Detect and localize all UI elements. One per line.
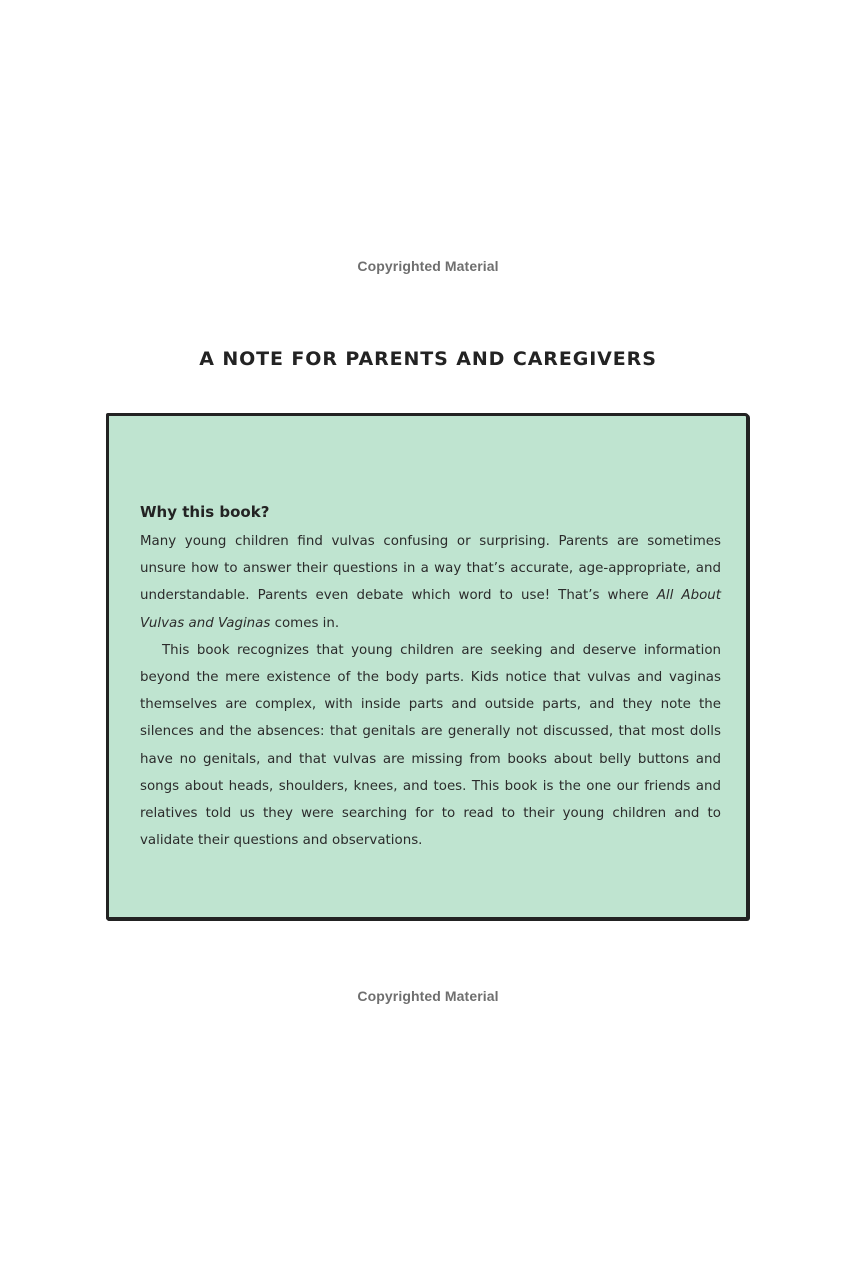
book-title: All About Vulvas and Vaginas — [140, 588, 722, 631]
section-heading: Why this book? — [140, 503, 270, 521]
page-title: A NOTE FOR PARENTS AND CAREGIVERS — [199, 347, 657, 370]
paragraph-text-end: comes in. — [270, 615, 340, 631]
paragraph-why-this-book — [140, 528, 721, 637]
note-box — [106, 413, 749, 920]
paragraph-recognizes: This book recognizes that young children are seeking and deserve information beyond the mere existence of the body parts. Kids notice that vulvas and vaginas themselves are complex, with inside parts and outside parts, and they note the silences and the absences: that genitals are generally not discussed, that most dolls have no genitals, and that vulvas are missing from books about belly buttons and songs about heads, shoulders, knees, and toes. This book is the one our friends and relatives told us they were searching for to read to their young children and to validate their questions and observations. — [140, 642, 721, 849]
copyright-watermark-top: Copyrighted Material — [357, 258, 499, 274]
copyright-watermark-bottom: Copyrighted Material — [357, 988, 499, 1004]
note-content — [140, 502, 721, 854]
paragraph-text-start: Many young children find vulvas confusing or surprising. Parents are sometimes unsure how to answer their questions in a way that’s accurate, age-appropriate, and understandable. Parents even debate which word to use! That’s where — [140, 534, 721, 604]
